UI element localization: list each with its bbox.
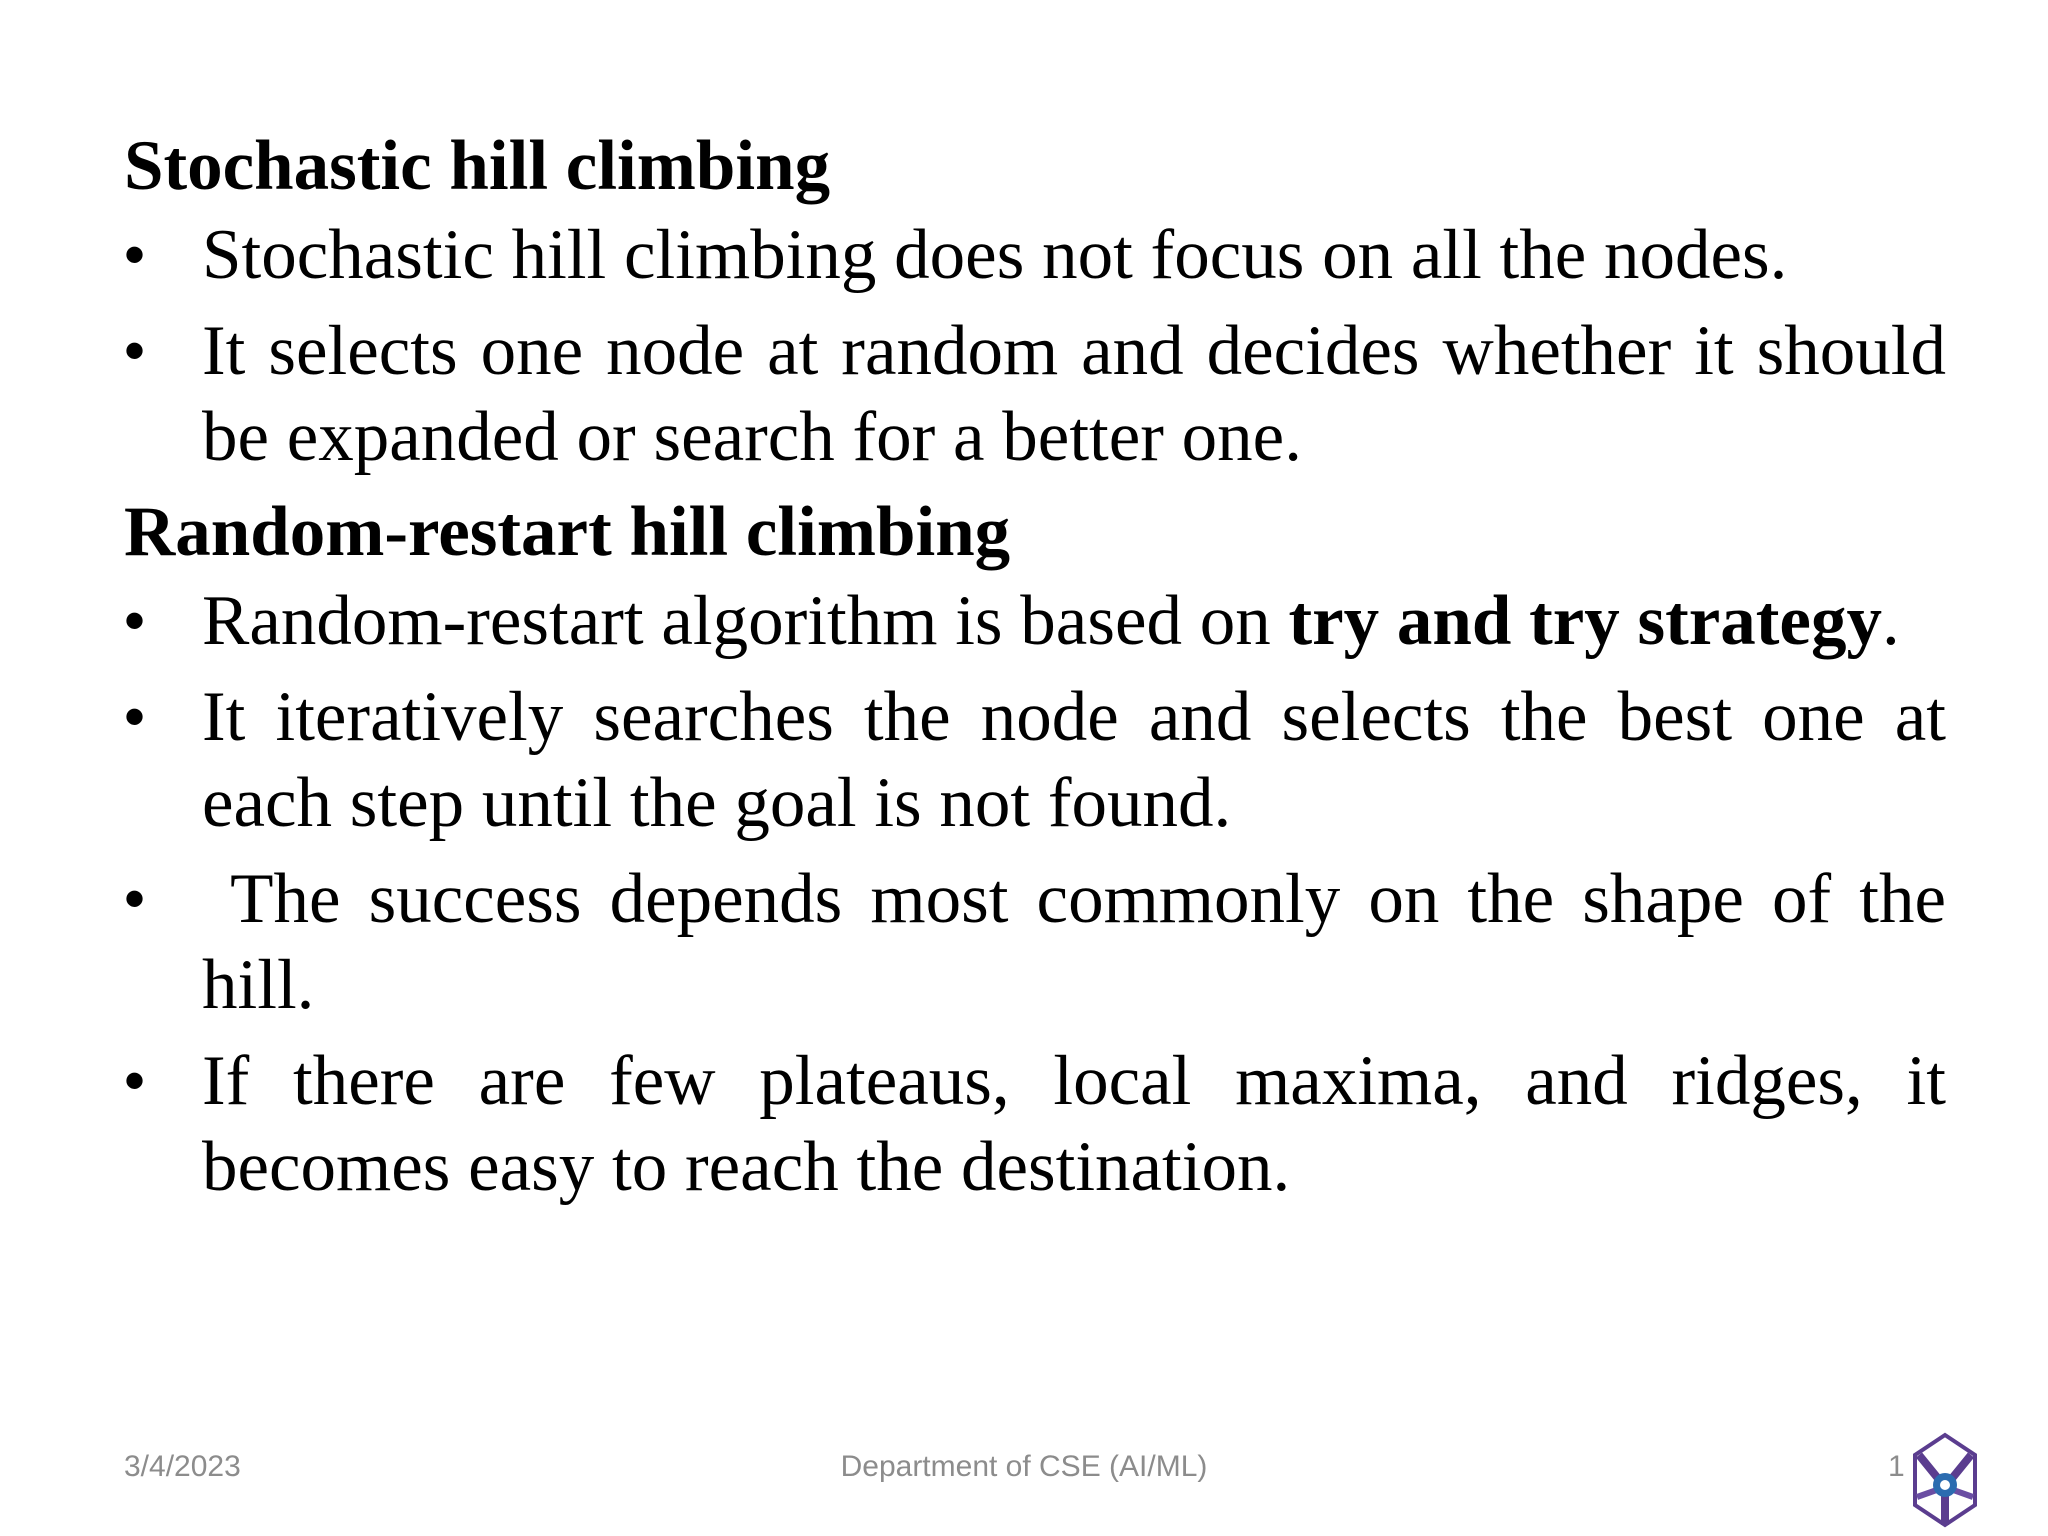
bullet-item [124,578,1946,664]
bullet-text: If there are few plateaus, local maxima, and ridges, it becomes easy to reach the destination. [202,1042,1946,1206]
slide-content [124,124,1964,1220]
bullet-text-bold: try and try strategy [1288,582,1882,660]
footer-page-number: 1 [1888,1450,1905,1483]
bullet-dot: • [124,865,146,932]
bullet-item [124,674,1946,846]
bullet-item [124,856,1964,1028]
bullet-item [124,1038,1946,1210]
bullet-dot: • [124,587,146,654]
section-heading-random-restart: Random-restart hill climbing [124,493,1011,571]
institution-logo-icon [1905,1425,1985,1536]
bullet-dot: • [124,683,146,750]
bullet-text: It iteratively searches the node and selects the best one at each step until the goal is not found. [202,678,1946,842]
bullet-text: Stochastic hill climbing does not focus on all the nodes. [202,216,1788,294]
bullet-text: The success depends most commonly on the shape of the hill. [202,860,1964,1024]
section-heading-stochastic: Stochastic hill climbing [124,127,831,205]
bullet-dot: • [124,221,146,288]
bullet-text-pre: Random-restart algorithm is based on [202,582,1289,660]
bullet-dot: • [124,317,146,384]
bullet-text-post: . [1881,582,1900,660]
bullet-item [124,212,1946,298]
bullet-dot: • [124,1047,146,1114]
footer-department: Department of CSE (AI/ML) [840,1450,1208,1483]
bullet-item [124,308,1946,480]
bullet-text: It selects one node at random and decides whether it should be expanded or search for a better one. [202,312,1946,476]
footer-date: 3/4/2023 [124,1450,241,1483]
